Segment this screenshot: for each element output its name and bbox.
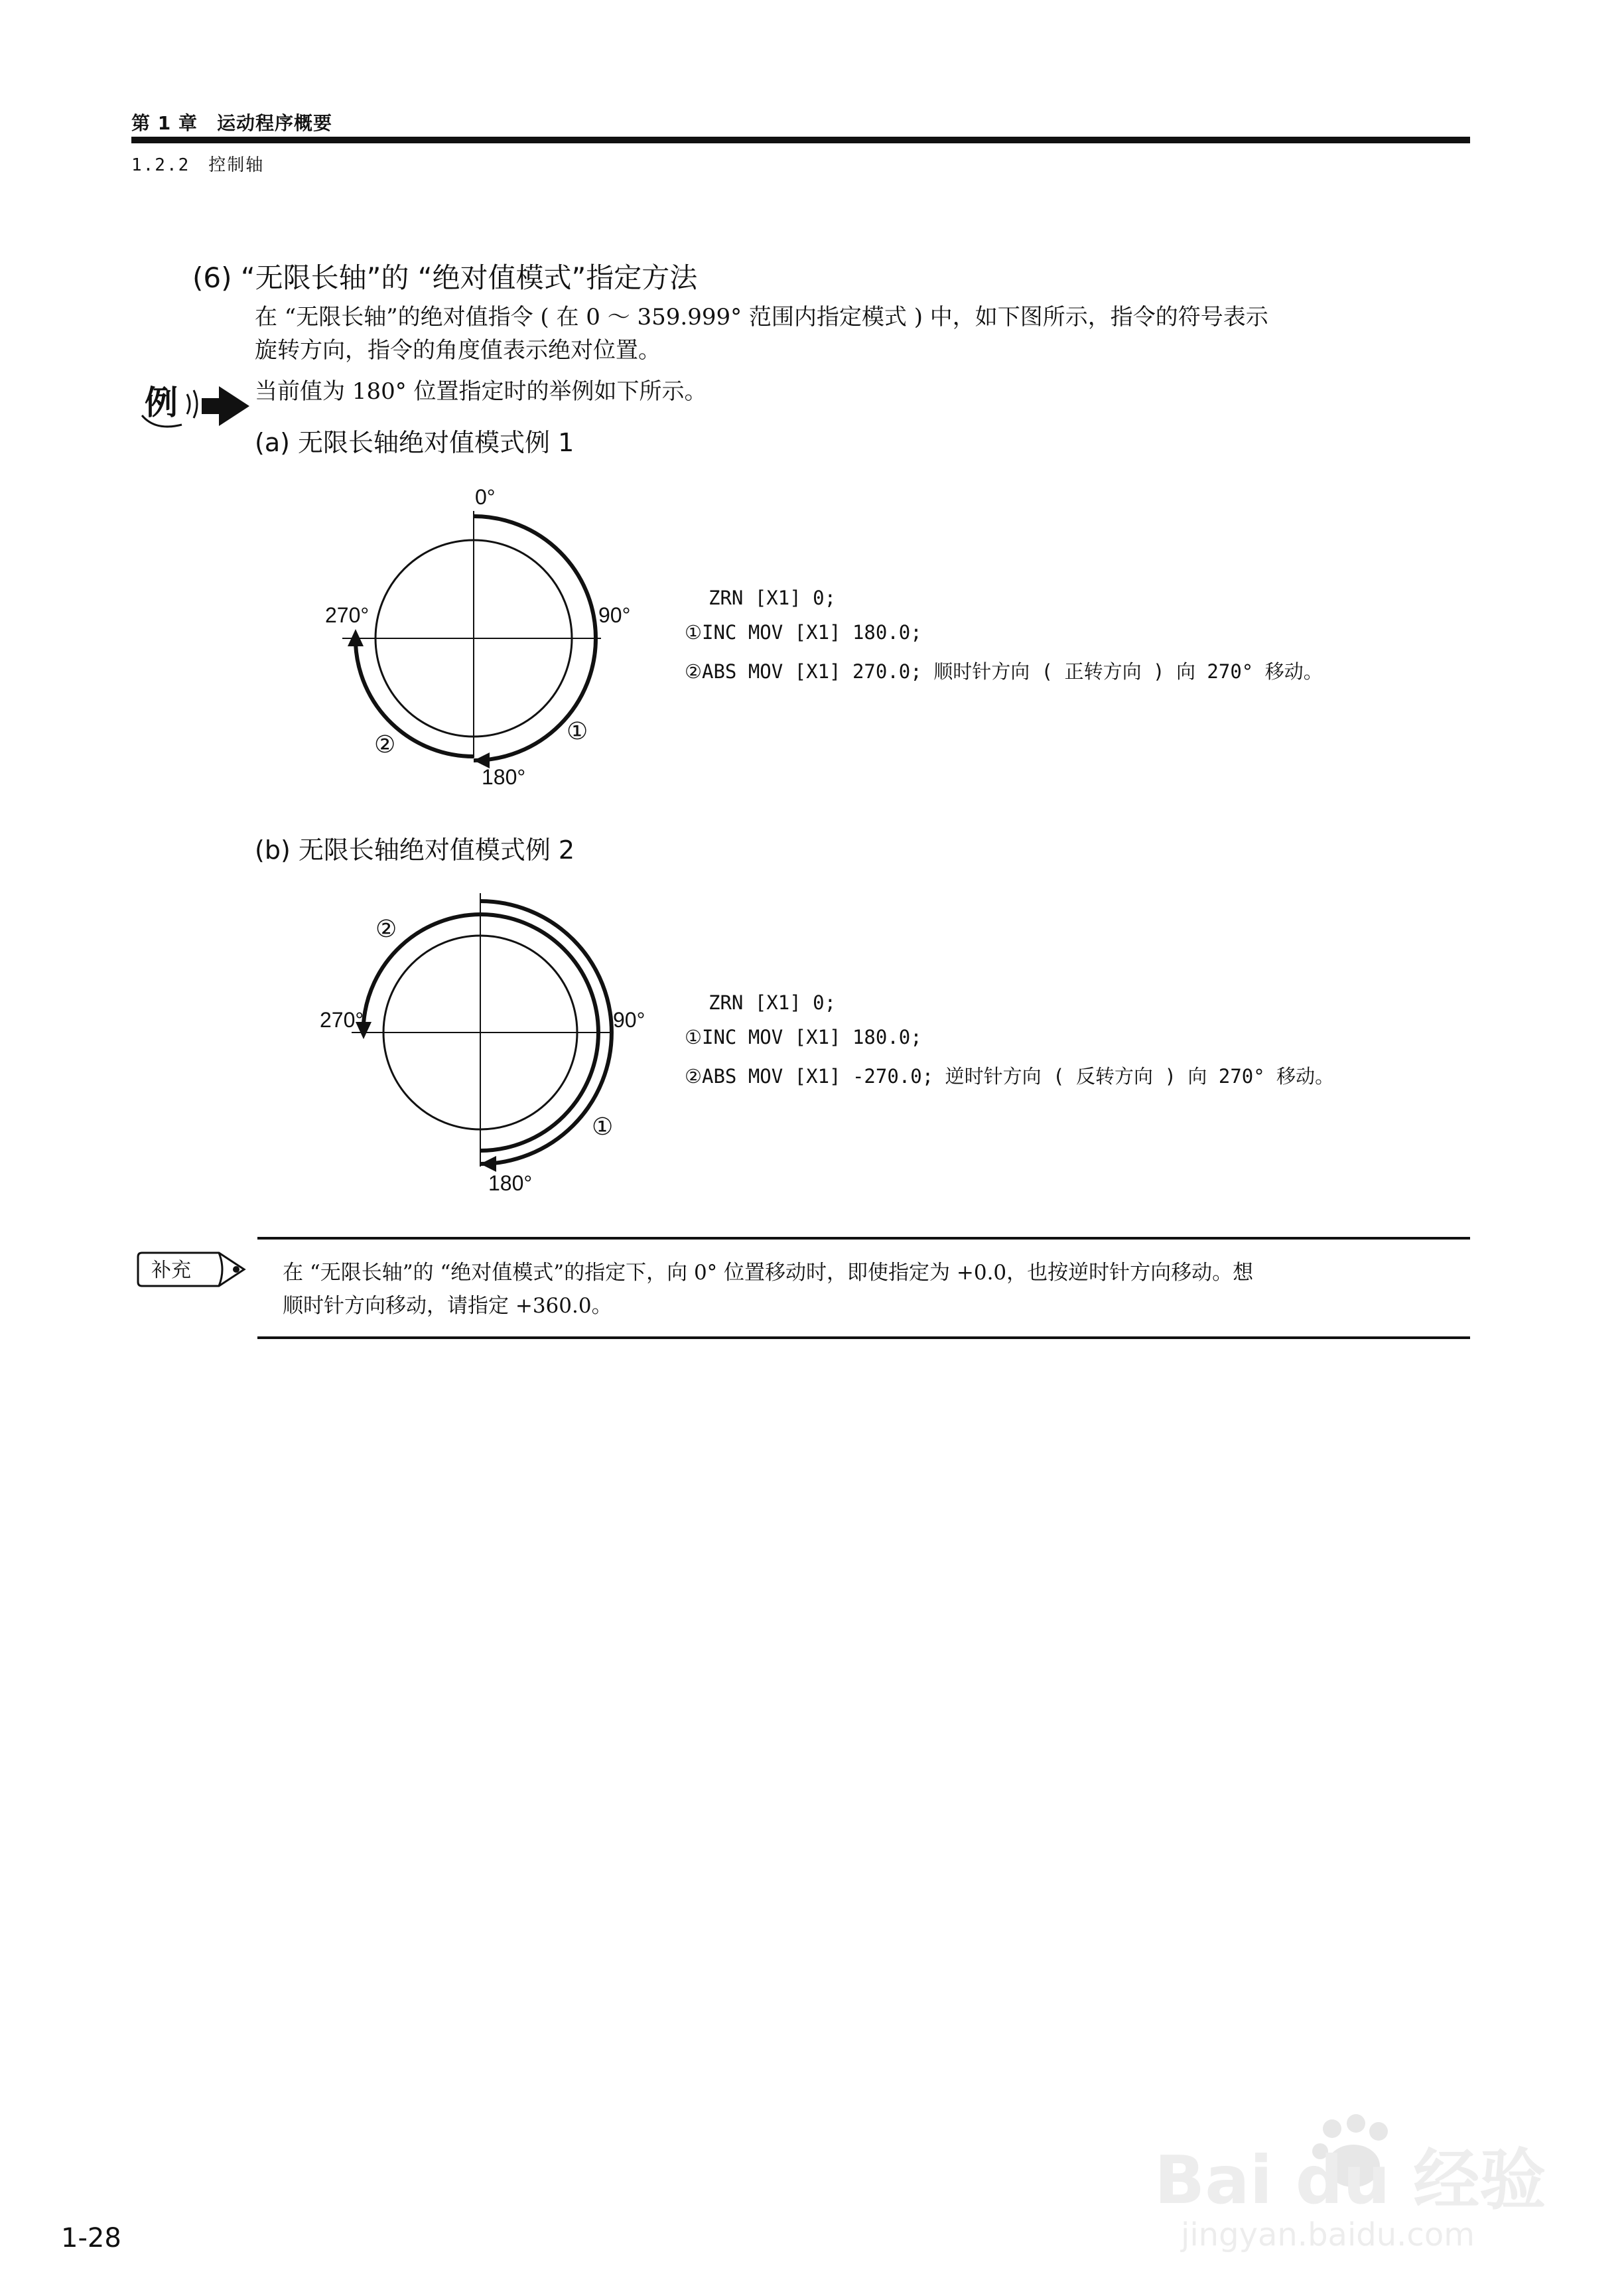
section-title: 1.2.2 控制轴 <box>131 155 265 175</box>
baidu-watermark-logo <box>1154 2103 1579 2256</box>
code-line: ①INC MOV [X1] 180.0; <box>685 621 922 644</box>
move-arc-2 <box>356 644 474 756</box>
note-rule-bottom <box>257 1336 1470 1339</box>
paragraph-line-1: 在 “无限长轴”的绝对值指令 ( 在 0 ～ 359.999° 范围内指定模式 ) 中，如下图所示，指令的符号表示 <box>255 304 1268 330</box>
page-number: 1-28 <box>61 2223 121 2253</box>
code-line: ZRN [X1] 0; <box>709 587 837 609</box>
note-rule-top <box>257 1237 1470 1240</box>
marker-step-1: ① <box>567 718 588 745</box>
example-pointer-icon <box>135 374 255 434</box>
label-180-deg: 180° <box>482 765 526 789</box>
code-line: ②ABS MOV [X1] -270.0; 逆时针方向 ( 反转方向 ) 向 270° 移动。 <box>685 1065 1335 1088</box>
marker-step-1: ① <box>592 1113 614 1141</box>
watermark-url: jingyan.baidu.com <box>1181 2216 1475 2253</box>
label-90-deg: 90° <box>598 603 631 627</box>
label-270-deg: 270° <box>320 1008 364 1032</box>
rotation-diagram-a <box>299 478 670 796</box>
note-badge-label: 补充 <box>151 1259 191 1282</box>
label-270-deg: 270° <box>325 603 370 627</box>
example-b-title: (b) 无限长轴绝对值模式例 2 <box>255 835 575 865</box>
label-0-deg: 0° <box>475 485 496 509</box>
label-90-deg: 90° <box>613 1008 645 1032</box>
marker-step-2: ② <box>375 916 397 943</box>
example-a-title: (a) 无限长轴绝对值模式例 1 <box>255 428 575 457</box>
example-badge-label: 例 <box>145 383 178 422</box>
label-180-deg: 180° <box>488 1171 533 1195</box>
chapter-title: 第 1 章 运动程序概要 <box>131 112 332 134</box>
code-line: ZRN [X1] 0; <box>709 991 837 1014</box>
note-line-1: 在 “无限长轴”的 “绝对值模式”的指定下，向 0° 位置移动时，即使指定为 +0.0，也按逆时针方向移动。想 <box>283 1261 1254 1285</box>
rotation-diagram-b <box>292 876 677 1208</box>
code-line: ①INC MOV [X1] 180.0; <box>685 1026 922 1048</box>
marker-step-2: ② <box>374 731 396 758</box>
note-line-2: 顺时针方向移动，请指定 +360.0。 <box>283 1294 612 1318</box>
example-intro: 当前值为 180° 位置指定时的举例如下所示。 <box>255 378 707 405</box>
pencil-note-icon <box>137 1240 249 1299</box>
code-line: ②ABS MOV [X1] 270.0; 顺时针方向 ( 正转方向 ) 向 270° 移动。 <box>685 660 1323 683</box>
header-rule <box>131 137 1470 143</box>
paragraph-line-2: 旋转方向，指令的角度值表示绝对位置。 <box>255 337 661 364</box>
subsection-heading: (6) “无限长轴”的 “绝对值模式”指定方法 <box>192 261 698 294</box>
watermark-brand: Bai du 经验 <box>1154 2141 1546 2219</box>
